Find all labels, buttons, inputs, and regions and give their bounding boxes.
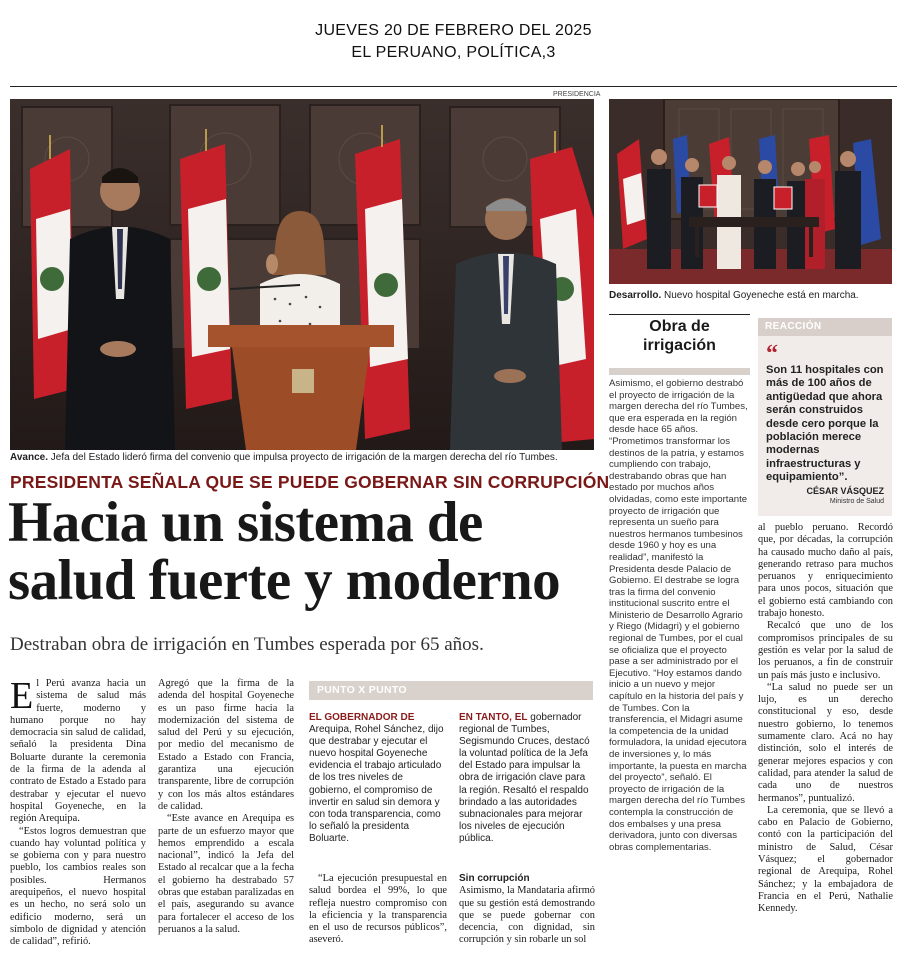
obra-title-line-1: Obra de	[649, 318, 710, 335]
punto-x-punto-label: PUNTO X PUNTO	[309, 681, 593, 700]
side-caption-text: Nuevo hospital Goyeneche está en marcha.	[661, 290, 859, 301]
reaccion-quote: Son 11 hospitales con más de 100 años de antigüedad que ahora serán construidos desde cero porque la población merece modernas infraestructuras y equipamiento”.	[766, 364, 884, 484]
caption-text: Jefa del Estado lideró firma del convenio que impulsa proyecto de irrigación de la margen derecha del río Tumbes.	[47, 452, 558, 463]
obra-paragraph-2: “Prometimos transformar los destinos de la patria, y estamos cumpliendo con trabajo, destrabando obras que han estado por muchos años olvidadas, como este importante proyecto de irrigación que representa un sueño para nuestros hermanos tumbesinos desde 1960 y hoy es una realidad”, manifestó la Presidenta desde Palacio de Gobierno. El destrabe se logra tras la firma del convenio institucional suscrito entre el Ministerio de Desarrollo Agrario y Riego (Midagri) y el gobierno regional de Tumbes, por el cual se oficializa que el proyecto pase a ser administrado por el Ejecutivo. “Hoy estamos dando inicio a un nuevo y mejor capítulo en la historia del país y de Tumbes. Con la transferencia, el Midagri asume la competencia de la unidad formuladora, la unidad ejecutora de inversiones y, lo más importante, la puesta en marcha del proyecto”, señaló. El proyecto de irrigación de la margen derecha del río Tumbes contempla la construcción de dos embalses y una presa derivadora, junto con diversas obras complementarias.	[609, 435, 748, 853]
pxp-2-lead: EN TANTO, EL	[459, 712, 528, 723]
column-4-text	[459, 873, 595, 961]
side-caption-lead: Desarrollo.	[609, 290, 662, 301]
sin-corrupcion-text: Asimismo, la Mandataria afirmó que su gestión está demostrando que se puede gobernar con decencia, con dignidad, sin corrupción y sin robarle un sol	[459, 885, 595, 946]
column-6-paragraph-1: al pueblo peruano. Recordó que, por décadas, la corrupción ha causado mucho daño al país, generando retraso para muchos peruanos y enriquecimiento para unos pocos, situación que el gobierno está cambiando con trabajo honesto.	[758, 522, 893, 620]
article-column-6	[758, 522, 893, 961]
section-label: EL PERUANO, POLÍTICA,3	[351, 44, 556, 61]
article-headline	[8, 491, 608, 612]
obra-irrigacion-column	[609, 378, 750, 961]
obra-title-line-2: irrigación	[643, 337, 716, 354]
reaccion-box	[758, 318, 892, 516]
reaccion-name: CÉSAR VÁSQUEZ	[806, 486, 884, 496]
article-kicker: PRESIDENTA SEÑALA QUE SE PUEDE GOBERNAR SIN CORRUPCIÓN	[10, 472, 610, 492]
article-column-1	[10, 678, 146, 960]
punto-x-punto-item-2	[459, 712, 595, 870]
caption-lead: Avance.	[10, 452, 48, 463]
column-1-paragraph-2: “Estos logros demuestran que cuando hay voluntad política y se gobierna con y para nuestro pueblo, los cambios reales son posibles. Hermanos arequipeños, el nuevo hospital es un hecho, no será solo un edificio moderno, será un símbolo de dignidad y atención de calidad”, refirió.	[10, 825, 146, 948]
headline-line-1: Hacia un sistema de	[8, 491, 483, 554]
issue-date: JUEVES 20 DE FEBRERO DEL 2025	[315, 22, 592, 39]
main-photo	[10, 99, 594, 450]
article-column-2	[158, 678, 294, 960]
main-photo-illustration	[10, 99, 594, 450]
column-6-paragraph-2: Recalcó que uno de los compromisos principales de su gestión es velar por la salud de los peruanos, a fin de construir un país más justo e inclusivo.	[758, 620, 893, 681]
side-photo-caption	[609, 290, 892, 302]
column-1-paragraph-1	[10, 678, 146, 826]
drop-cap: E	[10, 678, 34, 717]
sin-corrupcion-subhead: Sin corrupción	[459, 873, 530, 884]
photo-credit: PRESIDENCIA	[553, 91, 601, 98]
column-3-quote: “La ejecución presupuestal en salud bordea el 99%, lo que refleja nuestro compromiso con la eficiencia y la transparencia en el uso de recursos públicos”, aseveró.	[309, 873, 447, 946]
reaccion-label: REACCIÓN	[758, 318, 892, 336]
column-1-paragraph-1-text: l Perú avanza hacia un sistema de salud más fuerte, moderno y humano porque no hay democracia sin salud de calidad, señaló la presidenta Dina Boluarte durante la ceremonia de la firma de la adenda al contrato de Estado a Estado para destrabar y ejecutar el nuevo hospital Goyeneche, en la región Arequipa.	[10, 678, 146, 825]
pxp-1-text: Arequipa, Rohel Sánchez, dijo que destrabar y ejecutar el nuevo hospital Goyeneche evidencia el trabajo articulado de los tres niveles de gobierno, el compromiso de invertir en salud sin demora y con toda transparencia, como lo señaló la presidenta Boluarte.	[309, 724, 444, 844]
headline-line-2: salud fuerte y moderno	[8, 549, 561, 612]
main-photo-caption	[10, 452, 594, 464]
column-6-paragraph-3: “La salud no puede ser un lujo, es un derecho constitucional y eso, desde nuestro gobierno, lo tenemos sumamente claro. Acá no hay distinción, solo el interés de generar mejores espacios y con calidad, para atender la salud de cada uno de nuestros hermanos”, puntualizó.	[758, 681, 893, 804]
article-subhead: Destraban obra de irrigación en Tumbes esperada por 65 años.	[10, 634, 484, 655]
column-2-paragraph-2: “Este avance en Arequipa es parte de un esfuerzo mayor que hemos emprendido a escala nacional”, indicó la Jefa del Estado al recalcar que a la fecha el gobierno ha destrabado 57 obras que estaban paralizadas en el país, asegurando su avance para fortalecer el acceso de los peruanos a la salud.	[158, 813, 294, 935]
obra-irrigacion-header	[609, 314, 750, 364]
punto-x-punto-item-1	[309, 712, 447, 870]
side-photo-illustration	[609, 99, 892, 284]
reaccion-role: Ministro de Salud	[829, 498, 884, 505]
obra-title-rule	[609, 368, 750, 375]
obra-paragraph-1: Asimismo, el gobierno destrabó el proyecto de irrigación de la margen derecha del río Tumbes, que era esperada en la región desde hace 65 años.	[609, 378, 748, 436]
pxp-2-text: gobernador regional de Tumbes, Segismundo Cruces, destacó la voluntad política de la Jefa del Estado para impulsar la obra de irrigación clave para la región. Resaltó el respaldo brindado a las autoridades subnacionales para mejorar los niveles de ejecución pública.	[459, 712, 590, 844]
side-photo	[609, 99, 892, 284]
quote-mark-icon: “	[766, 341, 778, 367]
column-2-paragraph-1: Agregó que la firma de la adenda del hospital Goyeneche es un paso firme hacia la modernización del sistema de salud del Perú y su ejecución, por medio del mecanismo de Estado a Estado con Francia, garantiza una ejecución transparente, libre de corrupción y con los más altos estándares de calidad.	[158, 678, 294, 812]
pxp-1-lead: EL GOBERNADOR DE	[309, 712, 415, 723]
column-6-paragraph-4: La ceremonia, que se llevó a cabo en Palacio de Gobierno, contó con la participación del ministro de Salud, César Vásquez; el gobernador regional de Arequipa, Rohel Sánchez; y la embajadora de Francia en el Perú, Nathalie Kennedy.	[758, 804, 893, 915]
header-rule	[10, 86, 897, 87]
